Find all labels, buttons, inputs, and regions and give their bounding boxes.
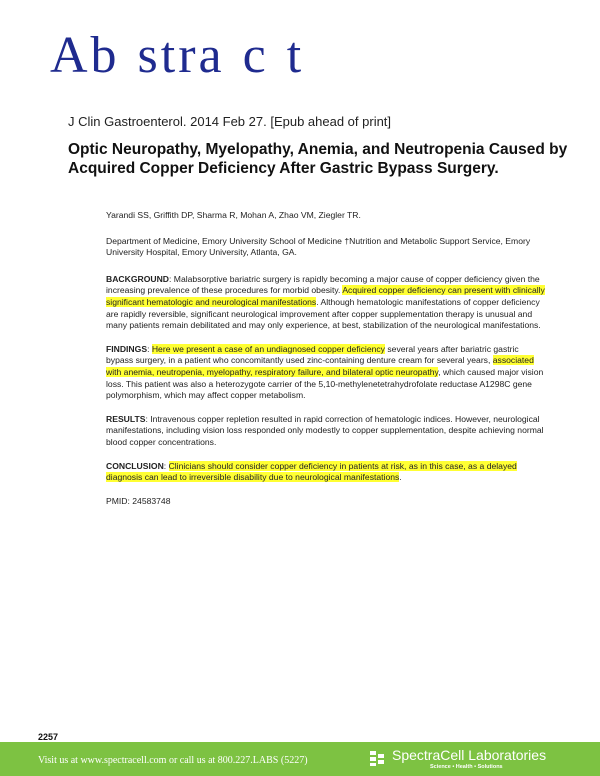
background-section: BACKGROUND: Malabsorptive bariatric surgery is rapidly becoming a major cause of copper deficiency given the increasing prevalence of these procedures for morbid obesity. Acquired copper deficiency can present with clinically significant hematologic and neurological manifestations. Although hematologic manifestations of copper deficiency are rapidly reversible, significant neurological improvement after copper supplementation therapy is unusual and many patients remain debilitated and may only experience, at best, stabilization of the neurological manifestations.: [106, 273, 545, 331]
highlight: Here we present a case of an undiagnosed copper deficiency: [151, 343, 385, 354]
article-title: Optic Neuropathy, Myelopathy, Anemia, and Neutropenia Caused by Acquired Copper Deficiency After Gastric Bypass Surgery.: [68, 141, 568, 177]
results-label: RESULTS: [106, 413, 146, 424]
author-affiliation: Department of Medicine, Emory University School of Medicine †Nutrition and Metabolic Support Service, Emory University Hospital, Emory University, Atlanta, GA.: [106, 235, 531, 258]
brand-name: SpectraCell Laboratories: [392, 747, 547, 763]
journal-citation: J Clin Gastroenterol. 2014 Feb 27. [Epub ahead of print]: [68, 114, 392, 129]
findings-label: FINDINGS: [106, 343, 148, 354]
spectracell-logo-icon: [368, 748, 388, 768]
conclusion-section: CONCLUSION: Clinicians should consider copper deficiency in patients at risk, as in this case, as a delayed diagnosis can lead to irreversible disability due to neurological manifestations.: [106, 460, 517, 483]
footer-contact-link[interactable]: Visit us at www.spectracell.com or call us at 800.227.LABS (5227): [38, 755, 308, 766]
abstract-body: [106, 210, 546, 519]
abstract-heading: Ab stra c t: [50, 27, 305, 84]
highlight: Acquired copper deficiency can present with clinically significant hematologic and neurological manifestations: [106, 285, 545, 307]
brand-tagline: Science • Health • Solutions: [430, 764, 503, 770]
background-label: BACKGROUND: [106, 273, 170, 284]
highlight: Clinicians should consider copper deficiency in patients at risk, as in this case, as a delayed diagnosis can lead to irreversible disability due to neurological manifestations: [106, 460, 517, 483]
findings-section: FINDINGS: Here we present a case of an undiagnosed copper deficiency several years after bariatric gastric bypass surgery, in a patient who concomitantly used zinc-containing denture cream for several years, associated with anemia, neutropenia, myelopathy, respiratory failure, and bilateral optic neuropathy, which caused major vision loss. This patient was also a heterozygote carrier of the 5,10-methylenetetrahydrofolate reductase A1298C gene polymorphism, which may affect copper metabolism.: [106, 343, 544, 401]
conclusion-label: CONCLUSION: [106, 460, 164, 471]
footer-bar: [0, 742, 600, 776]
author-list: Yarandi SS, Griffith DP, Sharma R, Mohan A, Zhao VM, Ziegler TR.: [106, 210, 361, 220]
highlight: associated with anemia, neutropenia, myelopathy, respiratory failure, and bilateral optic neuropathy: [106, 355, 534, 377]
pmid: PMID: 24583748: [106, 495, 171, 506]
page-number: 2257: [38, 732, 59, 742]
results-section: RESULTS: Intravenous copper repletion resulted in rapid correction of hematologic indices. However, neurological manifestations, including vision loss responded only modestly to copper supplementation, despite achieving normal blood copper concentrations.: [106, 413, 544, 447]
